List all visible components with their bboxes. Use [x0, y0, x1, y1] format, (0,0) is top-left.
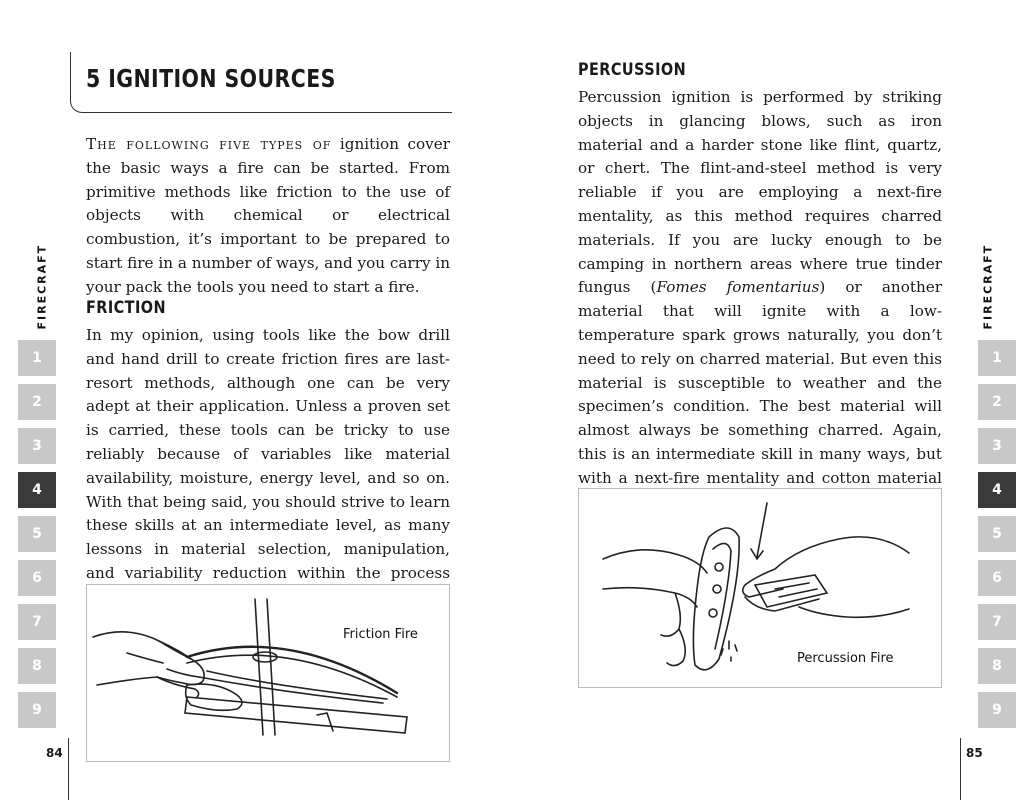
side-label-right: FIRECRAFT — [981, 243, 995, 330]
page-number-right: 85 — [966, 746, 983, 760]
chapter-tab-7[interactable]: 7 — [18, 604, 56, 640]
chapter-tab-2[interactable]: 2 — [978, 384, 1016, 420]
intro-lead: The following five types of — [86, 135, 332, 153]
intro-paragraph — [86, 133, 450, 300]
intro-text: ignition cover the basic ways a fire can be started. From primitive methods like friction to the use of objects with chemical or electrical combustion, it’s important to be prepared to start fire in a number of ways, and you carry in your pack the tools you need to start a fire. — [86, 135, 450, 296]
chapter-tab-3[interactable]: 3 — [978, 428, 1016, 464]
percussion-text-1: Percussion ignition is performed by striking objects in glancing blows, such as iron material and a harder stone like flint, quartz, or chert. The flint-and-steel method is very reliable if you are employing a next-fire mentality, as this method requires charred materials. If you are lucky enough to be camping in northern areas where true tinder fungus ( — [578, 88, 942, 297]
chapter-tab-5[interactable]: 5 — [18, 516, 56, 552]
friction-heading: FRICTION — [86, 298, 166, 318]
chapter-tab-4[interactable]: 4 — [978, 472, 1016, 508]
friction-fire-figure — [86, 584, 450, 762]
chapter-tab-1[interactable]: 1 — [18, 340, 56, 376]
page-rule-left — [68, 738, 69, 800]
chapter-tab-9[interactable]: 9 — [18, 692, 56, 728]
chapter-tab-2[interactable]: 2 — [18, 384, 56, 420]
chapter-tab-4[interactable]: 4 — [18, 472, 56, 508]
friction-fire-illustration — [87, 585, 449, 761]
chapter-tab-8[interactable]: 8 — [18, 648, 56, 684]
chapter-tab-8[interactable]: 8 — [978, 648, 1016, 684]
chapter-title: 5 IGNITION SOURCES — [86, 64, 336, 93]
chapter-tab-6[interactable]: 6 — [18, 560, 56, 596]
friction-paragraph: In my opinion, using tools like the bow drill and hand drill to create friction fires are last-resort methods, although one can be very adept at their application. Unless a proven set is carried, these tools can be tricky to use reliably because of variables like material availability, moisture, energy level, and so on. With that being said, you should strive to learn these skills at an intermediate level, as many lessons in material selection, manipulation, and variability reduction within the process — [86, 326, 450, 582]
page-rule-right — [960, 738, 961, 800]
friction-fire-caption: Friction Fire — [343, 627, 418, 642]
percussion-text-2: ) or another material that will ignite with a low-temperature spark grows naturally, you don’t need to rely on charred material. But even this material is susceptible to weather and the specimen’s condition. The best material will almost always be something charred. Again, this is an intermediate skill in many ways, but with a next-fire mentality and cotton material — [578, 278, 942, 487]
chapter-tab-3[interactable]: 3 — [18, 428, 56, 464]
chapter-tab-1[interactable]: 1 — [978, 340, 1016, 376]
chapter-tab-9[interactable]: 9 — [978, 692, 1016, 728]
percussion-fire-figure — [578, 488, 942, 688]
chapter-tab-6[interactable]: 6 — [978, 560, 1016, 596]
chapter-tab-7[interactable]: 7 — [978, 604, 1016, 640]
percussion-heading: PERCUSSION — [578, 60, 687, 80]
chapter-tab-5[interactable]: 5 — [978, 516, 1016, 552]
page-number-left: 84 — [46, 746, 63, 760]
side-label-left: FIRECRAFT — [35, 243, 49, 330]
percussion-paragraph — [578, 86, 942, 538]
percussion-species-name: Fomes fomentarius — [656, 278, 820, 297]
percussion-fire-caption: Percussion Fire — [797, 651, 894, 666]
